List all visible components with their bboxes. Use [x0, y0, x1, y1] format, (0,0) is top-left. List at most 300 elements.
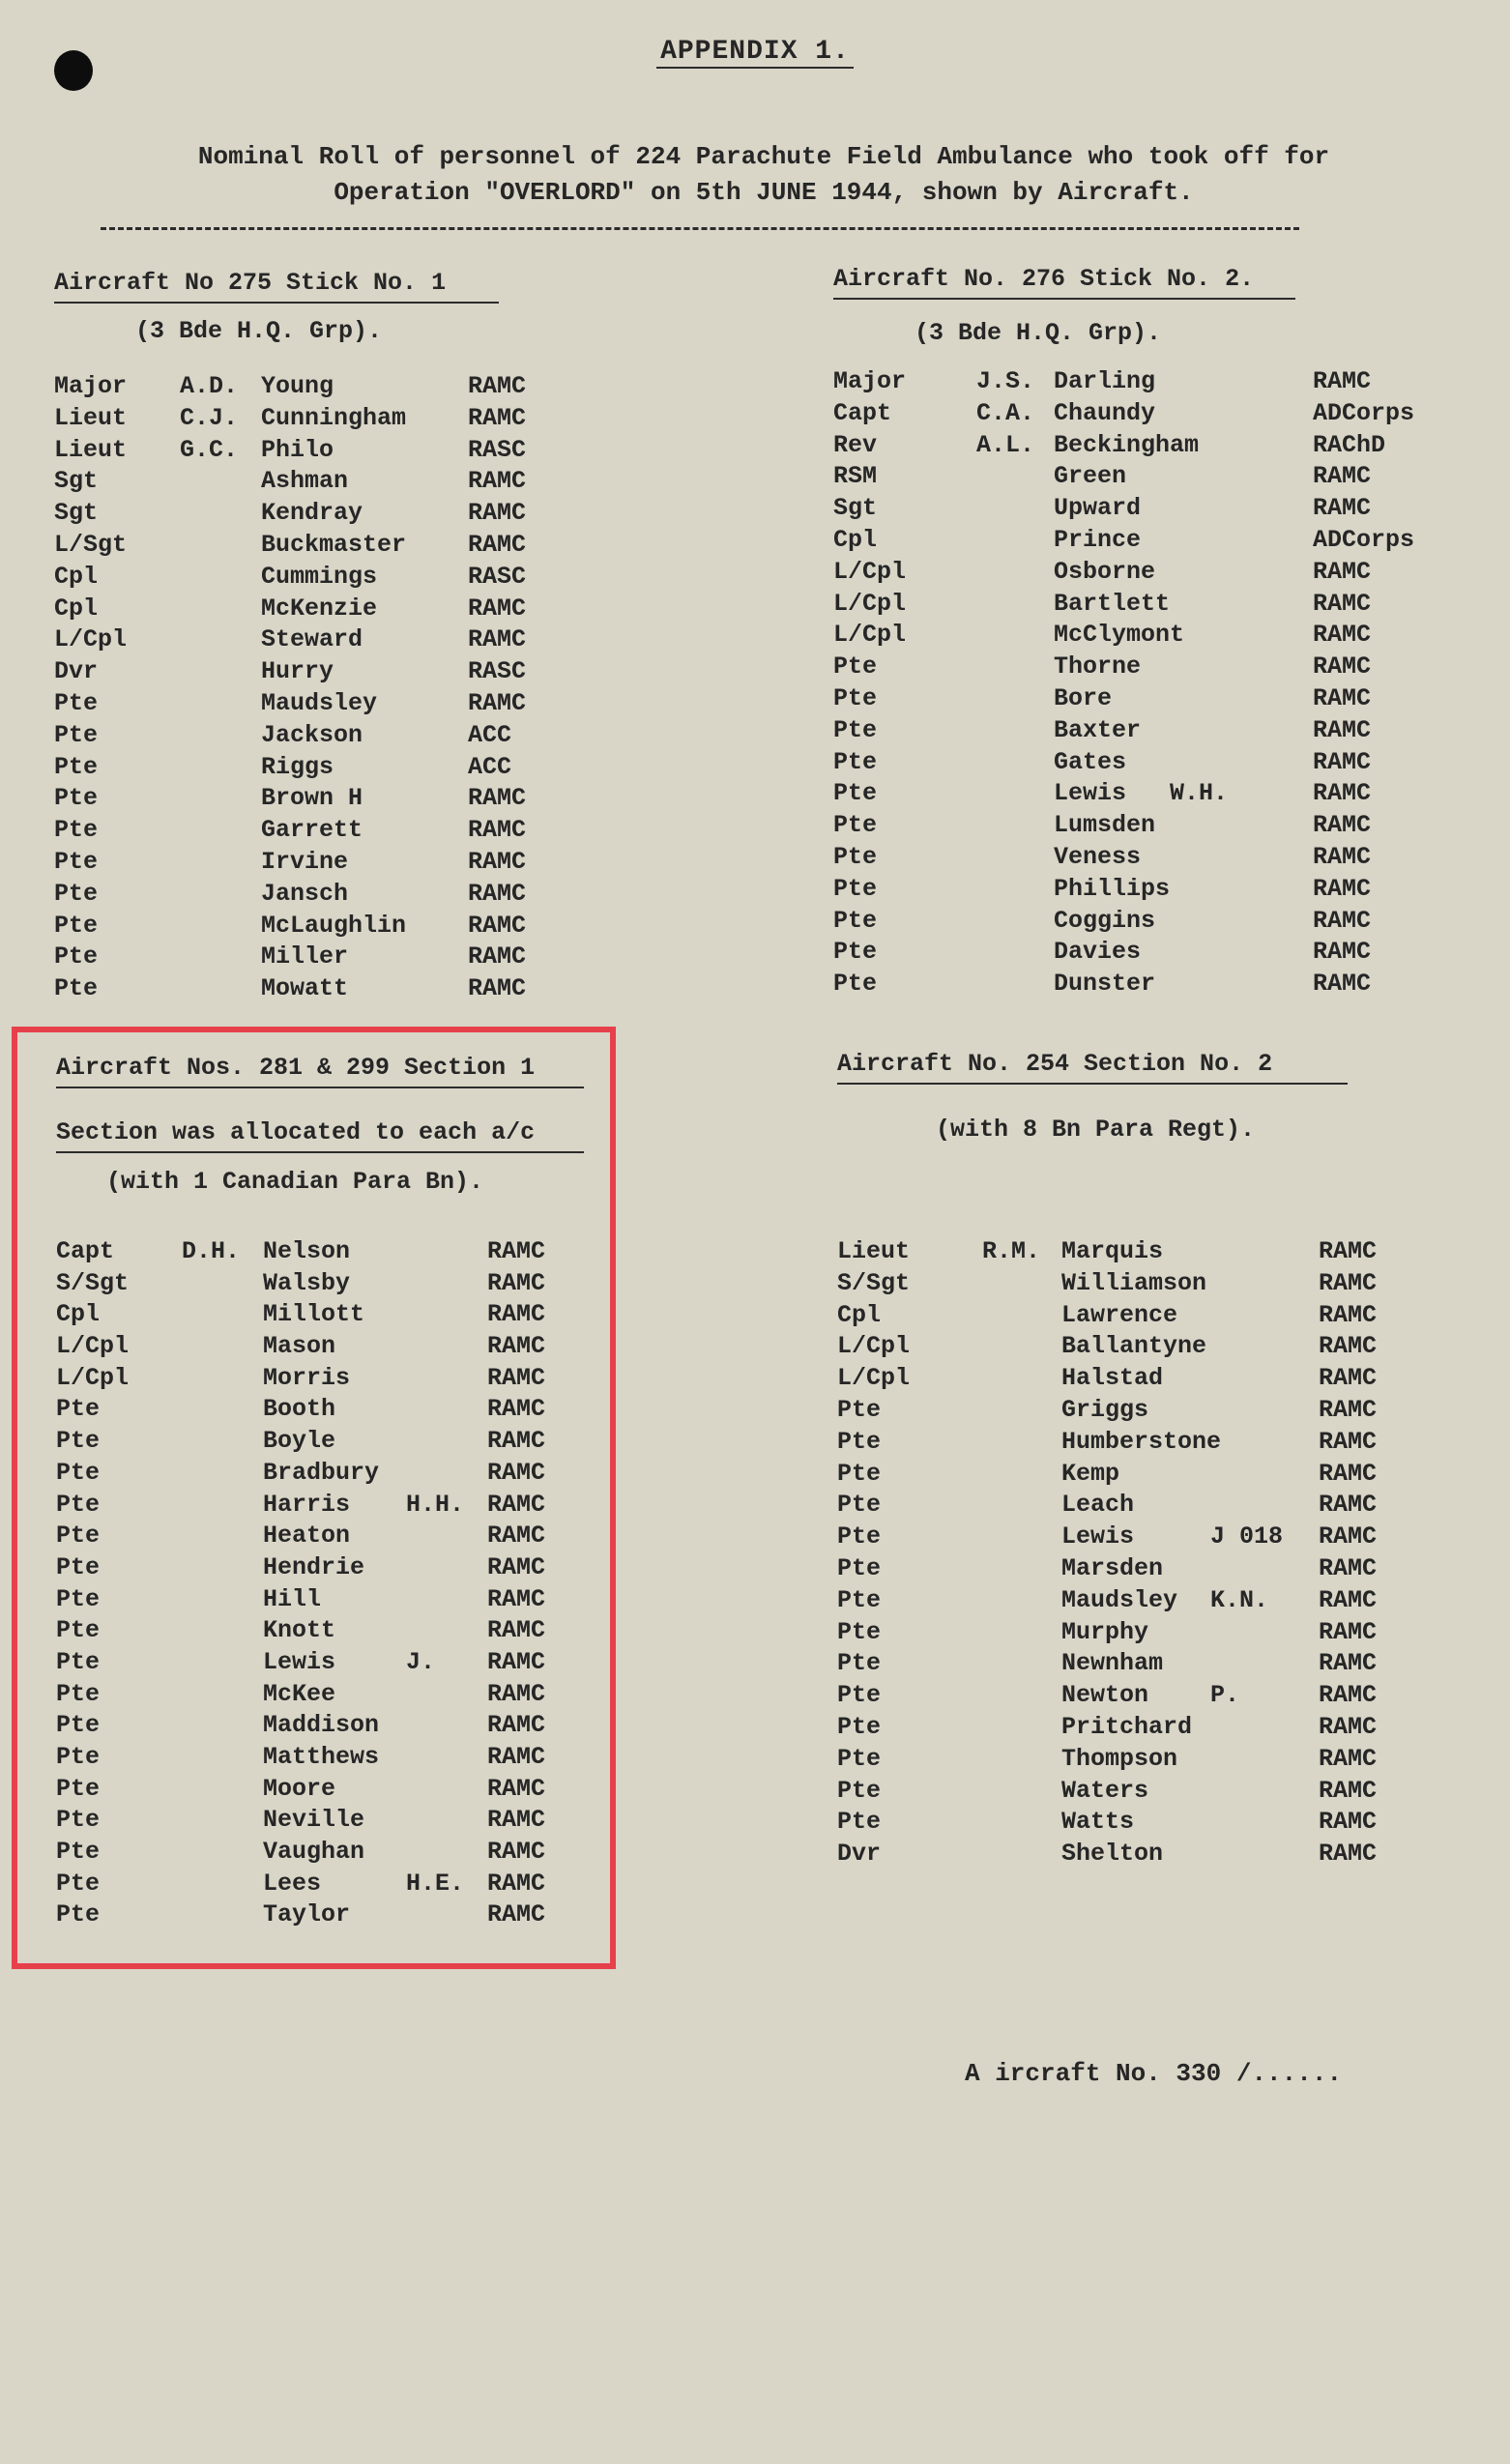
roster-row	[837, 1301, 1456, 1333]
surname: Prince	[1054, 525, 1142, 554]
suffix: P.	[1210, 1681, 1240, 1710]
corps: RAMC	[1319, 1332, 1378, 1361]
rank: Pte	[837, 1649, 882, 1678]
group-1-subheading: (3 Bde H.Q. Grp).	[135, 317, 383, 345]
suffix: W.H.	[1170, 779, 1229, 808]
roster-row	[54, 467, 557, 499]
rank: Cpl	[56, 1300, 101, 1329]
corps: RAMC	[487, 1584, 546, 1613]
corps: RAMC	[1313, 621, 1372, 650]
surname: Taylor	[263, 1900, 351, 1929]
rank: L/Cpl	[833, 589, 907, 618]
rank: Pte	[837, 1617, 882, 1646]
surname: Davies	[1054, 938, 1142, 967]
rank: Pte	[54, 847, 99, 876]
roster-row	[54, 436, 557, 468]
corps: RAMC	[487, 1363, 546, 1392]
corps: RAMC	[1319, 1427, 1378, 1456]
group-1-heading: Aircraft No 275 Stick No. 1	[54, 269, 447, 297]
surname: Maudsley	[261, 688, 378, 717]
corps: RASC	[468, 562, 527, 591]
rank: Sgt	[54, 499, 99, 528]
surname: Newton	[1061, 1681, 1149, 1710]
group-1-roster	[54, 372, 557, 1006]
roster-row	[833, 843, 1452, 875]
roster-row	[837, 1237, 1456, 1269]
roster-row	[833, 652, 1452, 684]
rank: Pte	[56, 1774, 101, 1803]
surname: Steward	[261, 625, 363, 654]
suffix: H.E.	[406, 1869, 465, 1898]
roster-row	[56, 1680, 597, 1712]
corps: RAMC	[1319, 1553, 1378, 1582]
roster-row	[833, 716, 1452, 748]
rank: Pte	[56, 1490, 101, 1519]
corps: RAMC	[1313, 715, 1372, 744]
corps: RAMC	[468, 974, 527, 1003]
continuation-footer: A ircraft No. 330 /......	[965, 2059, 1343, 2088]
rank: Pte	[56, 1616, 101, 1645]
surname: Young	[261, 372, 334, 400]
roster-row	[833, 970, 1452, 1001]
rank: Sgt	[833, 494, 878, 523]
surname: Hill	[263, 1584, 322, 1613]
surname: Ashman	[261, 467, 349, 496]
rank: Cpl	[833, 525, 878, 554]
roster-row	[833, 875, 1452, 907]
surname: Irvine	[261, 847, 349, 876]
rank: Pte	[833, 715, 878, 744]
rank: Pte	[833, 747, 878, 776]
roster-row	[833, 938, 1452, 970]
suffix: K.N.	[1210, 1585, 1269, 1614]
roster-row	[54, 912, 557, 943]
rank: Pte	[833, 683, 878, 712]
rank: Pte	[837, 1808, 882, 1837]
rank: Pte	[54, 784, 99, 813]
roster-row	[837, 1586, 1456, 1618]
surname: Vaughan	[263, 1838, 365, 1867]
roster-row	[56, 1427, 597, 1459]
rank: Dvr	[54, 657, 99, 686]
rank: Pte	[54, 974, 99, 1003]
surname: Osborne	[1054, 557, 1156, 586]
roster-row	[54, 499, 557, 531]
corps: RAMC	[1319, 1522, 1378, 1551]
rank: Pte	[56, 1395, 101, 1424]
rank: L/Cpl	[837, 1332, 911, 1361]
group-4-roster	[837, 1237, 1456, 1871]
rank: Pte	[833, 811, 878, 840]
corps: RAMC	[1313, 842, 1372, 871]
rank: Pte	[56, 1806, 101, 1835]
rank: Cpl	[54, 594, 99, 623]
rank: L/Cpl	[54, 625, 128, 654]
initials: J.S.	[976, 367, 1035, 395]
rank: Pte	[837, 1776, 882, 1805]
appendix-label: APPENDIX 1.	[0, 37, 1510, 67]
corps: RAMC	[1313, 779, 1372, 808]
surname: Lewis	[263, 1647, 336, 1676]
roster-row	[54, 531, 557, 563]
roster-row	[833, 367, 1452, 399]
roster-row	[837, 1554, 1456, 1586]
surname: Marsden	[1061, 1553, 1164, 1582]
surname: Shelton	[1061, 1840, 1164, 1869]
surname: Lewis	[1061, 1522, 1135, 1551]
roster-row	[837, 1649, 1456, 1681]
rank: Pte	[56, 1869, 101, 1898]
rank: L/Cpl	[837, 1364, 911, 1393]
group-1-underline	[54, 302, 499, 304]
corps: RAMC	[487, 1458, 546, 1487]
corps: RAMC	[1313, 938, 1372, 967]
corps: RAMC	[487, 1743, 546, 1771]
roster-row	[833, 431, 1452, 463]
corps: RAMC	[468, 879, 527, 908]
corps: RAMC	[487, 1647, 546, 1676]
roster-row	[837, 1522, 1456, 1554]
rank: Pte	[837, 1585, 882, 1614]
rank: Pte	[56, 1427, 101, 1456]
rank: Pte	[837, 1395, 882, 1424]
corps: RAMC	[487, 1522, 546, 1551]
corps: RAMC	[487, 1900, 546, 1929]
rank: L/Cpl	[56, 1332, 130, 1361]
surname: Boyle	[263, 1427, 336, 1456]
group-3-subheading: (with 1 Canadian Para Bn).	[106, 1168, 484, 1196]
rank: Pte	[837, 1681, 882, 1710]
roster-row	[56, 1900, 597, 1932]
roster-row	[833, 811, 1452, 843]
rank: Pte	[54, 688, 99, 717]
rank: Lieut	[837, 1237, 911, 1265]
surname: Lawrence	[1061, 1300, 1178, 1329]
corps: RAMC	[1319, 1681, 1378, 1710]
surname: Kemp	[1061, 1459, 1120, 1488]
roster-row	[54, 784, 557, 816]
corps: RAMC	[1319, 1395, 1378, 1424]
surname: Hurry	[261, 657, 334, 686]
corps: RAMC	[487, 1490, 546, 1519]
surname: Brown H	[261, 784, 363, 813]
corps: RAMC	[487, 1774, 546, 1803]
roster-row	[837, 1428, 1456, 1460]
corps: RAMC	[1313, 367, 1372, 395]
initials: A.L.	[976, 430, 1035, 459]
rank: Capt	[56, 1237, 115, 1265]
corps: RAMC	[1319, 1300, 1378, 1329]
surname: Coggins	[1054, 906, 1156, 935]
roster-row	[833, 558, 1452, 590]
corps: ADCorps	[1313, 525, 1415, 554]
corps: RAMC	[487, 1332, 546, 1361]
corps: RAMC	[468, 816, 527, 845]
rank: Lieut	[54, 435, 128, 464]
group-3-roster	[56, 1237, 597, 1932]
surname: McKee	[263, 1679, 336, 1708]
surname: Humberstone	[1061, 1427, 1222, 1456]
rank: Pte	[837, 1744, 882, 1773]
corps: RAMC	[487, 1679, 546, 1708]
title-line-2: Operation "OVERLORD" on 5th JUNE 1944, shown by Aircraft.	[334, 178, 1194, 207]
rank: Pte	[56, 1900, 101, 1929]
surname: McLaughlin	[261, 911, 407, 940]
roster-row	[833, 526, 1452, 558]
corps: RAMC	[1319, 1808, 1378, 1837]
rank: Pte	[54, 816, 99, 845]
surname: Thompson	[1061, 1744, 1178, 1773]
group-3-heading-2: Section was allocated to each a/c	[56, 1118, 536, 1146]
initials: C.A.	[976, 398, 1035, 427]
corps: RAMC	[1319, 1776, 1378, 1805]
initials: A.D.	[180, 372, 239, 400]
group-4-underline	[837, 1083, 1348, 1085]
group-3-heading: Aircraft Nos. 281 & 299 Section 1	[56, 1054, 536, 1082]
roster-row	[837, 1777, 1456, 1809]
surname: Williamson	[1061, 1268, 1207, 1297]
surname: Walsby	[263, 1268, 351, 1297]
group-3-underline	[56, 1087, 584, 1088]
surname: Booth	[263, 1395, 336, 1424]
corps: RAMC	[1313, 652, 1372, 681]
corps: RAMC	[487, 1806, 546, 1835]
roster-row	[54, 657, 557, 689]
rank: L/Cpl	[833, 621, 907, 650]
surname: Halstad	[1061, 1364, 1164, 1393]
surname: Griggs	[1061, 1395, 1149, 1424]
roster-row	[56, 1648, 597, 1680]
rank: Pte	[833, 874, 878, 903]
surname: Lees	[263, 1869, 322, 1898]
surname: Watts	[1061, 1808, 1135, 1837]
corps: RAMC	[468, 403, 527, 432]
surname: Riggs	[261, 752, 334, 781]
corps: RAMC	[1319, 1712, 1378, 1741]
rank: Pte	[56, 1838, 101, 1867]
corps: RAChD	[1313, 430, 1386, 459]
corps: RAMC	[468, 467, 527, 496]
surname: Morris	[263, 1363, 351, 1392]
surname: Pritchard	[1061, 1712, 1193, 1741]
corps: RAMC	[1319, 1617, 1378, 1646]
rank: Pte	[56, 1647, 101, 1676]
roster-row	[833, 748, 1452, 780]
suffix: J 018	[1210, 1522, 1284, 1551]
roster-row	[54, 372, 557, 404]
roster-row	[56, 1616, 597, 1648]
corps: RAMC	[487, 1395, 546, 1424]
corps: RAMC	[1319, 1649, 1378, 1678]
surname: Jackson	[261, 720, 363, 749]
rank: S/Sgt	[56, 1268, 130, 1297]
surname: McClymont	[1054, 621, 1185, 650]
corps: RAMC	[487, 1869, 546, 1898]
corps: RAMC	[468, 499, 527, 528]
roster-row	[837, 1269, 1456, 1301]
surname: Cummings	[261, 562, 378, 591]
rank: Pte	[833, 906, 878, 935]
suffix: H.H.	[406, 1490, 465, 1519]
roster-row	[56, 1459, 597, 1491]
roster-row	[56, 1332, 597, 1364]
rank: Pte	[837, 1522, 882, 1551]
corps: RAMC	[1313, 462, 1372, 491]
corps: RAMC	[468, 688, 527, 717]
rank: Pte	[54, 752, 99, 781]
group-4-heading: Aircraft No. 254 Section No. 2	[837, 1050, 1273, 1078]
rank: Rev	[833, 430, 878, 459]
surname: Moore	[263, 1774, 336, 1803]
initials: C.J.	[180, 403, 239, 432]
rank: Pte	[56, 1552, 101, 1581]
roster-row	[56, 1522, 597, 1553]
initials: G.C.	[180, 435, 239, 464]
rank: Pte	[837, 1553, 882, 1582]
surname: Millott	[263, 1300, 365, 1329]
roster-row	[833, 621, 1452, 652]
roster-row	[56, 1364, 597, 1396]
corps: ADCorps	[1313, 398, 1415, 427]
rank: Pte	[56, 1522, 101, 1551]
surname: Harris	[263, 1490, 351, 1519]
corps: RAMC	[1313, 494, 1372, 523]
surname: Phillips	[1054, 874, 1171, 903]
rank: Pte	[56, 1679, 101, 1708]
surname: Bradbury	[263, 1458, 380, 1487]
corps: RAMC	[1319, 1585, 1378, 1614]
corps: RAMC	[1319, 1459, 1378, 1488]
corps: RAMC	[1319, 1237, 1378, 1265]
group-2-subheading: (3 Bde H.Q. Grp).	[915, 319, 1162, 347]
surname: Cunningham	[261, 403, 407, 432]
surname: Maddison	[263, 1711, 380, 1740]
corps: RAMC	[1313, 683, 1372, 712]
group-2-underline	[833, 298, 1295, 300]
corps: RAMC	[468, 372, 527, 400]
rank: Pte	[54, 911, 99, 940]
roster-row	[54, 625, 557, 657]
surname: Heaton	[263, 1522, 351, 1551]
rank: L/Cpl	[833, 557, 907, 586]
roster-row	[833, 907, 1452, 939]
surname: Waters	[1061, 1776, 1149, 1805]
roster-row	[56, 1585, 597, 1617]
roster-row	[56, 1711, 597, 1743]
surname: Garrett	[261, 816, 363, 845]
surname: Marquis	[1061, 1237, 1164, 1265]
roster-row	[837, 1713, 1456, 1745]
roster-row	[837, 1491, 1456, 1522]
corps: RAMC	[487, 1427, 546, 1456]
roster-row	[54, 848, 557, 880]
roster-row	[54, 880, 557, 912]
roster-row	[837, 1460, 1456, 1492]
rank: L/Sgt	[54, 530, 128, 559]
rank: Pte	[837, 1427, 882, 1456]
surname: Bore	[1054, 683, 1113, 712]
roster-row	[54, 721, 557, 753]
roster-row	[837, 1745, 1456, 1777]
rank: Capt	[833, 398, 892, 427]
surname: Gates	[1054, 747, 1127, 776]
corps: RAMC	[1319, 1744, 1378, 1773]
roster-row	[56, 1806, 597, 1838]
corps: RAMC	[468, 911, 527, 940]
surname: Philo	[261, 435, 334, 464]
roster-row	[833, 399, 1452, 431]
surname: Knott	[263, 1616, 336, 1645]
surname: Darling	[1054, 367, 1156, 395]
corps: RAMC	[468, 942, 527, 971]
rank: Dvr	[837, 1840, 882, 1869]
rank: Pte	[56, 1584, 101, 1613]
rank: Pte	[56, 1458, 101, 1487]
rank: RSM	[833, 462, 878, 491]
group-4-subheading: (with 8 Bn Para Regt).	[936, 1116, 1256, 1144]
roster-row	[56, 1775, 597, 1807]
surname: Green	[1054, 462, 1127, 491]
surname: Veness	[1054, 842, 1142, 871]
title-divider	[101, 227, 1299, 230]
initials: D.H.	[182, 1237, 241, 1265]
initials: R.M.	[982, 1237, 1041, 1265]
corps: ACC	[468, 720, 512, 749]
roster-row	[837, 1396, 1456, 1428]
surname: Maudsley	[1061, 1585, 1178, 1614]
rank: Pte	[54, 942, 99, 971]
corps: RAMC	[468, 594, 527, 623]
rank: Cpl	[837, 1300, 882, 1329]
corps: RAMC	[1319, 1840, 1378, 1869]
rank: L/Cpl	[56, 1363, 130, 1392]
corps: RAMC	[1319, 1364, 1378, 1393]
roster-row	[56, 1395, 597, 1427]
corps: RAMC	[1313, 874, 1372, 903]
corps: RAMC	[1313, 970, 1372, 999]
rank: Pte	[833, 842, 878, 871]
corps: RAMC	[487, 1268, 546, 1297]
group-3-underline-2	[56, 1151, 584, 1153]
corps: RAMC	[487, 1237, 546, 1265]
corps: RAMC	[468, 530, 527, 559]
roster-row	[56, 1743, 597, 1775]
corps: RASC	[468, 435, 527, 464]
roster-row	[56, 1491, 597, 1522]
surname: Murphy	[1061, 1617, 1149, 1646]
corps: RAMC	[487, 1300, 546, 1329]
surname: Leach	[1061, 1491, 1135, 1520]
surname: Matthews	[263, 1743, 380, 1771]
surname: Hendrie	[263, 1552, 365, 1581]
group-2-roster	[833, 367, 1452, 1001]
surname: Beckingham	[1054, 430, 1200, 459]
roster-row	[54, 942, 557, 974]
rank: Lieut	[54, 403, 128, 432]
rank: Sgt	[54, 467, 99, 496]
roster-row	[54, 816, 557, 848]
roster-row	[56, 1300, 597, 1332]
rank: Pte	[837, 1491, 882, 1520]
surname: Kendray	[261, 499, 363, 528]
corps: RAMC	[1313, 557, 1372, 586]
roster-row	[837, 1840, 1456, 1871]
rank: Pte	[833, 652, 878, 681]
rank: Pte	[837, 1459, 882, 1488]
surname: Buckmaster	[261, 530, 407, 559]
surname: Lewis	[1054, 779, 1127, 808]
surname: Ballantyne	[1061, 1332, 1207, 1361]
